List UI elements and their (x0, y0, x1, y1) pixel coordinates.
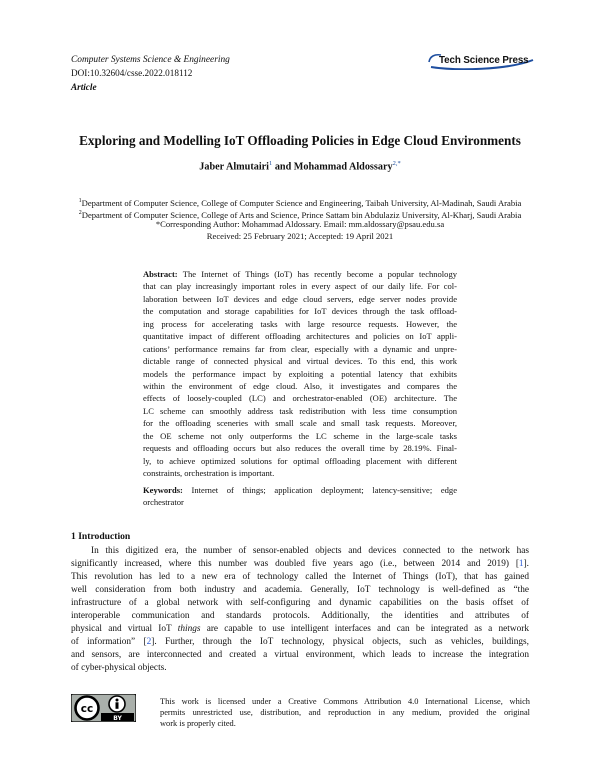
abstract-text: The Internet of Things (IoT) has recently become a popular technology (182, 269, 457, 279)
body-line: of cyber-physical objects. (71, 663, 167, 674)
article-type: Article (71, 82, 97, 92)
abstract-line: that can play increasingly important roles in every aspect of our daily life. For col- (143, 281, 457, 292)
keywords-text: Internet of things; application deployment; latency-sensitive; edge (191, 485, 457, 495)
abstract (143, 268, 457, 479)
publisher-name: Tech Science Press (439, 55, 529, 66)
dates: Received: 25 February 2021; Accepted: 19 April 2021 (206, 230, 394, 241)
license-line: work is properly cited. (160, 719, 236, 729)
body-text: of information” [ (71, 637, 147, 648)
keywords-line (143, 484, 457, 496)
authors (0, 160, 600, 172)
cc-by-label: BY (113, 715, 122, 722)
author-1-sup: 1 (269, 160, 273, 167)
author-1: Jaber Almutairi (199, 161, 270, 173)
abstract-line: the OE scheme not only outperforms the LC scheme in the large-scale tasks (143, 430, 457, 441)
keywords (143, 484, 457, 509)
affiliation-1-sup: 1 (78, 198, 82, 204)
abstract-line: models the performance impact by exploiting a potential latency that exhibits (143, 368, 457, 379)
keywords-label: Keywords: (143, 485, 183, 495)
cc-by-license-icon (71, 694, 136, 722)
abstract-line: laboration between IoT devices and edge cloud servers, edge server nodes provide (143, 293, 457, 304)
body-line: interoperable communication and standards protocols. Additionally, the identities and attributes of (71, 611, 529, 622)
corresponding-author: *Corresponding Author: Mohammad Aldossary. Email: mm.aldossary@psau.edu.sa (155, 219, 445, 229)
body-text: significantly increased, where this number was doubled five years ago (i.e., between 2014 and 2019) [ (71, 559, 519, 570)
abstract-line: effects of loosely-coupled (LC) and orchestrator-enabled (OE) architecture. The (143, 393, 457, 404)
license-line: This work is licensed under a Creative Commons Attribution 4.0 International License, which (160, 697, 530, 706)
affiliation-1-text: Department of Computer Science, College of Computer Science and Engineering, Taibah University, Al-Madinah, Saudi Arabia (81, 197, 522, 208)
introduction-body (71, 545, 529, 675)
abstract-line: requests and offloading occurs but also reduces the overall time by 28.19%. Final- (143, 443, 457, 454)
journal-name: Computer Systems Science & Engineering (71, 55, 230, 65)
body-line: well consideration from both industry and academia. Generally, IoT technology is well-defined as “the (71, 585, 529, 596)
body-line (71, 623, 529, 636)
body-line: infrastructure of a global network with self-configuring and dynamic capabilities on the basis offset of (71, 598, 529, 609)
abstract-line: constraints, orchestration is important. (143, 468, 275, 478)
citation-link[interactable]: 1 (518, 559, 524, 570)
abstract-line: LC scheme can smoothly address task redistribution with less time consumption (143, 405, 457, 416)
body-line (71, 636, 529, 649)
keywords-line: orchestrator (143, 497, 184, 508)
body-line: This revolution has led to a new era of technology called the Internet of Things (IoT), that has gained (71, 572, 529, 583)
abstract-line: within the environment of edge cloud. Also, it investigates and compares the (143, 380, 457, 391)
body-line: In this digitized era, the number of sensor-enabled objects and devices connected to the network has (91, 546, 529, 556)
citation-link[interactable]: 2 (146, 637, 152, 648)
abstract-line (143, 268, 457, 280)
license-line: permits unrestricted use, distribution, and reproduction in any medium, provided the original (160, 708, 530, 718)
body-text: are capable to use intelligent interfaces and can be integrated as a network (200, 624, 529, 635)
abstract-label: Abstract: (143, 269, 178, 279)
section-heading: 1 Introduction (71, 531, 131, 542)
author-2: Mohammad Aldossary (293, 161, 393, 173)
license-text (160, 696, 530, 730)
abstract-line: quantitative impact of different offloading architectures and policies on IoT appli- (143, 331, 457, 342)
abstract-line: ing process for accelerating tasks with large resource requests. However, the (143, 318, 457, 329)
svg-text:cc: cc (80, 703, 94, 715)
doi: DOI:10.32604/csse.2022.018112 (71, 68, 193, 78)
cc-by-badge[interactable] (71, 694, 136, 722)
body-text: ]. Further, through the IoT technology, physical objects, such as vehicles, buildings, (151, 637, 529, 648)
author-2-sup: 2,* (392, 160, 401, 167)
abstract-line: the computation and storage capabilities for IoT devices through the task offload- (143, 306, 457, 317)
affiliation-2-sup: 2 (78, 209, 82, 216)
body-line (71, 558, 529, 571)
body-text: ]. (523, 559, 529, 570)
authors-and: and (274, 161, 292, 173)
body-italic: things (177, 624, 201, 635)
abstract-line: cations’ performance remains far from clear, especially with a dynamic and unpre- (143, 343, 457, 354)
abstract-line: dictable range of connected physical and virtual devices. To this end, this work (143, 356, 457, 367)
publisher-logo (427, 52, 537, 70)
abstract-line: for the offloading sceneries with small scale and small task requests. Moreover, (143, 418, 457, 429)
abstract-line: ly, to achieve optimized solutions for optimal offloading placement with different (143, 455, 457, 466)
body-line: and sensors, are interconnected and created a virtual environment, which leads to increase the integration (71, 650, 529, 661)
paper-title: Exploring and Modelling IoT Offloading Policies in Edge Cloud Environments (79, 133, 521, 148)
body-text: physical and virtual IoT (71, 624, 178, 635)
affiliation-2-text: Department of Computer Science, College of Arts and Science, Prince Sattam bin Abdulaziz University, Al-Kharj, Saudi Arabia (81, 209, 522, 220)
